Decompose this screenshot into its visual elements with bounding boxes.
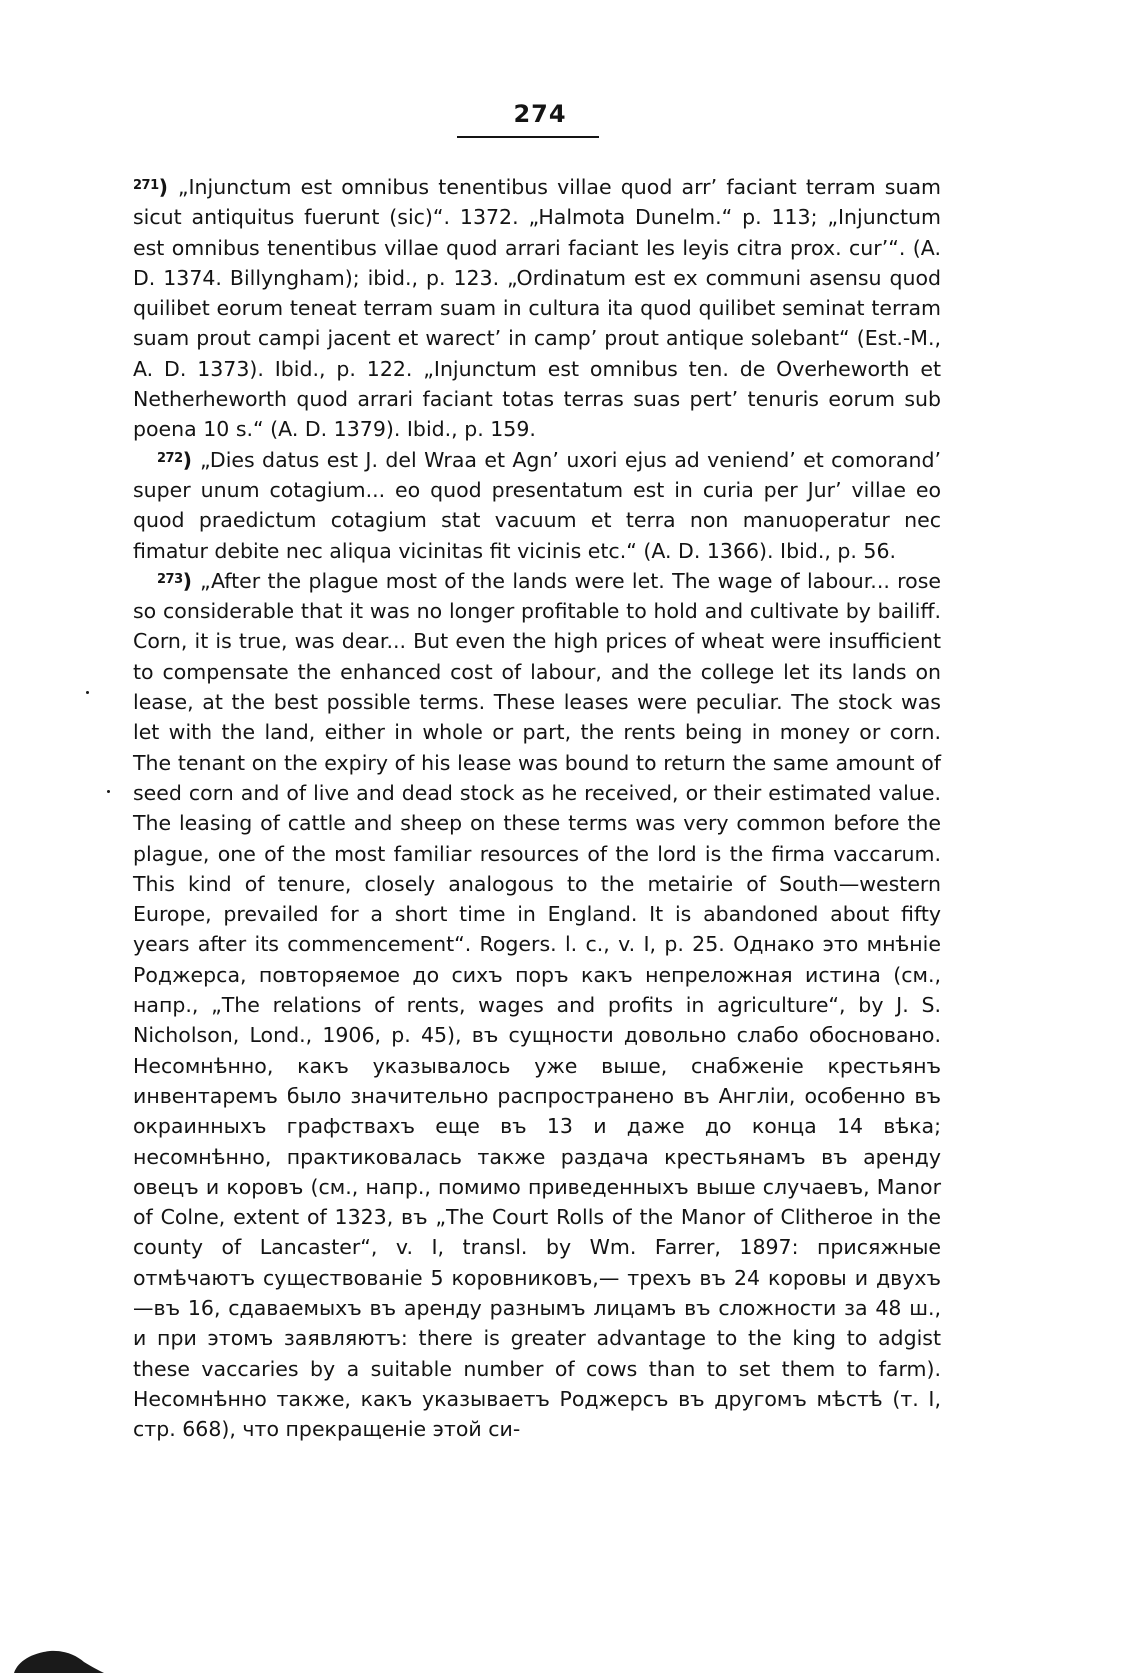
footnote-number: 273 <box>157 571 183 587</box>
footnote-text: „Dies datus est J. del Wraa et Agn’ uxori ejus ad veniend’ et comorand’ super unum cotagium... eo quod presentatum est in curia per Jur’ villae eo quod praedictum cotagium stat vacuum et terra non manuoperatur nec fimatur debite nec aliqua vicinitas fit vicinis etc.“ (A. D. 1366). Ibid., p. 56. <box>133 447 941 563</box>
footnote-number: 272 <box>157 450 183 466</box>
footnotes-block <box>133 172 941 1444</box>
scan-speck <box>107 790 110 793</box>
footnote-273 <box>133 566 941 1445</box>
ink-blot <box>12 1645 104 1673</box>
footnote-272 <box>133 445 941 566</box>
footnote-271 <box>133 172 941 445</box>
footnote-paren: ) <box>182 447 201 472</box>
footnote-text: „After the plague most of the lands were let. The wage of labour... rose so considerable that it was no longer profitable to hold and cultivate by bailiff. Corn, it is true, was dear... But even the high prices of wheat were insufficient to compensate the enhanced cost of labour, and the college let its lands on lease, at the best possible terms. These leases were peculiar. The stock was let with the land, either in whole or part, the rents being in money or corn. The tenant on the expiry of his lease was bound to return the same amount of seed corn and of live and dead stock as he received, or their estimated value. The leasing of cattle and sheep on these terms was very common before the plague, one of the most familiar resources of the lord is the firma vaccarum. This kind of tenure, closely analogous to the metairie of South—western Europe, prevailed for a short time in England. It is abandoned about fifty years after its commencement“. Rogers. l. c., v. I, p. 25. Однако это мнѣніе Роджерса, повторяемое до сихъ поръ какъ непреложная истина (см., напр., „The relations of rents, wages and profits in agriculture“, by J. S. Nicholson, Lond., 1906, p. 45), въ сущности довольно слабо обосновано. Несомнѣнно, какъ указывалось уже выше, снабженіе крестьянъ инвентаремъ было значительно распространено въ Англіи, особенно въ окраинныхъ графствахъ еще въ 13 и даже до конца 14 вѣка; несомнѣнно, практиковалась также раздача крестьянамъ въ аренду овецъ и коровъ (см., напр., помимо приведенныхъ выше случаевъ, Manor of Colne, extent of 1323, въ „The Court Rolls of the Manor of Clitheroe in the county of Lancaster“, v. I, transl. by Wm. Farrer, 1897: присяжные отмѣчаютъ существованіе 5 коровниковъ,— трехъ въ 24 коровы и двухъ—въ 16, сдаваемыхъ въ аренду разнымъ лицамъ въ сложности за 48 ш., и при этомъ заявляютъ: there is greater advantage to the king to adgist these vaccaries by a suitable number of cows than to set them to farm). Несомнѣнно также, какъ указываетъ Роджерсъ въ другомъ мѣстѣ (т. I, стр. 668), что прекращеніе этой си- <box>133 568 941 1442</box>
scan-speck <box>86 691 89 694</box>
footnote-number: 271 <box>133 178 159 193</box>
page-number-rule <box>457 136 599 138</box>
page-number: 274 <box>513 100 567 128</box>
footnote-paren: ) <box>158 175 178 199</box>
footnote-paren: ) <box>182 568 200 593</box>
footnote-text: „Injunctum est omnibus tenentibus villae quod arr’ faciant terram suam sicut antiquitus fuerunt (sic)“. 1372. „Halmota Dunelm.“ p. 113; „Injunctum est omnibus tenentibus villae quod arrari faciant les leyis citra prox. cur’“. (A. D. 1374. Billyngham); ibid., p. 123. „Ordinatum est ex communi asensu quod quilibet eorum teneat terram suam in cultura ita quod quilibet seminat terram suam prout campi jacent et warect’ in camp’ prout antique solebant“ (Est.-M., A. D. 1373). Ibid., p. 122. „Injunctum est omnibus ten. de Overheworth et Netherheworth quod arrari faciant totas terras suas pert’ tenuris eorum sub poena 10 s.“ (A. D. 1379). Ibid., p. 159. <box>133 175 941 442</box>
